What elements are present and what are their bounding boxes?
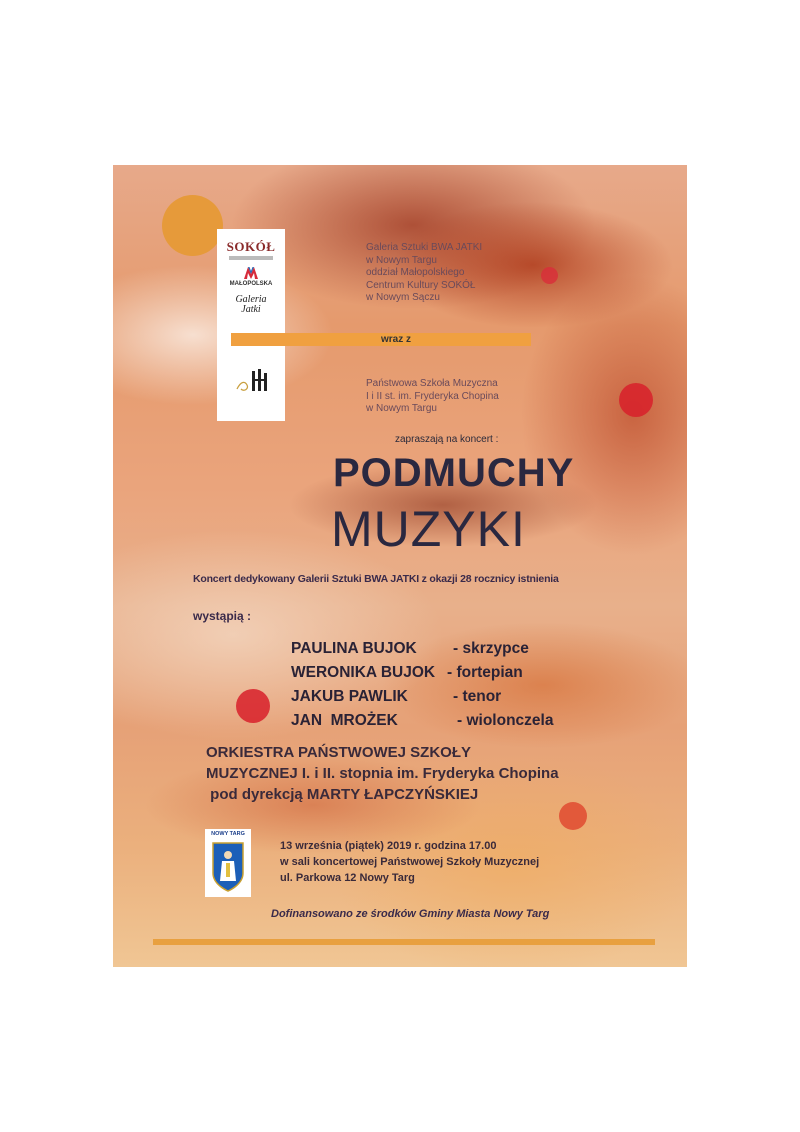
dedication-text: Koncert dedykowany Galerii Sztuki BWA JATKI z okazji 28 rocznicy istnienia: [193, 573, 559, 585]
galeria-logo-line: Jatki: [241, 304, 261, 315]
performers-heading: wystąpią :: [193, 609, 252, 623]
title-line-2: MUZYKI: [331, 501, 526, 557]
malopolska-logo-icon: [244, 267, 258, 279]
organizer-line: w Nowym Targu: [366, 254, 437, 266]
concert-poster: [113, 165, 687, 967]
performer-role: - skrzypce: [453, 640, 529, 657]
event-venue: w sali koncertowej Państwowej Szkoły Muzycznej: [280, 856, 540, 868]
funding-note: Dofinansowano ze środków Gminy Miasta Nowy Targ: [271, 908, 550, 920]
sokol-logo-subtitle: [229, 256, 273, 260]
organizer-line: oddział Małopolskiego: [366, 267, 465, 278]
red-dot-decoration: [619, 383, 653, 417]
event-details: [280, 838, 539, 886]
orchestra-line: MUZYCZNEJ I. i II. stopnia im. Fryderyka Chopina: [206, 765, 559, 782]
herb-label: NOWY TARG: [211, 831, 245, 837]
bottom-bar: [153, 939, 655, 945]
malopolska-logo: MAŁOPOLSKA: [229, 281, 273, 287]
orange-circle-decoration: [162, 195, 223, 256]
school-line: w Nowym Targu: [366, 403, 437, 414]
orchestra-line: ORKIESTRA PAŃSTWOWEJ SZKOŁY: [206, 744, 472, 761]
school-line: I i II st. im. Fryderyka Chopina: [366, 390, 499, 402]
event-date: 13 września (piątek) 2019 r. godzina 17.00: [280, 840, 497, 852]
shield-icon: [211, 841, 245, 893]
organizer-line: Centrum Kultury SOKÓŁ: [366, 279, 476, 291]
school-line: Państwowa Szkoła Muzyczna: [366, 378, 498, 389]
organizer-text: [366, 242, 566, 305]
red-dot-decoration: [236, 689, 270, 723]
organizer-line: w Nowym Sączu: [366, 292, 440, 303]
galeria-logo-line: Galeria: [235, 294, 267, 305]
performer-role: - wiolonczela: [457, 712, 554, 729]
wraz-label: wraz z: [381, 334, 412, 345]
performer-role: - tenor: [453, 688, 502, 705]
organizer-line: Galeria Sztuki BWA JATKI: [366, 242, 483, 253]
music-school-logo-icon: [235, 367, 275, 395]
performer-name: JAN MROŻEK: [291, 712, 398, 729]
performer-role: - fortepian: [447, 664, 523, 681]
event-address: ul. Parkowa 12 Nowy Targ: [280, 872, 415, 884]
school-text: [366, 378, 586, 416]
performer-name: WERONIKA BUJOK: [291, 664, 436, 681]
orchestra-line: pod dyrekcją MARTY ŁAPCZYŃSKIEJ: [206, 786, 479, 803]
invite-text: zapraszają na koncert :: [395, 434, 499, 445]
orange-fruit-decoration: [559, 802, 587, 830]
nowy-targ-coat-of-arms: [205, 829, 251, 897]
title-line-1: PODMUCHY: [333, 451, 575, 495]
galeria-jatki-logo: [223, 295, 279, 315]
performer-name: PAULINA BUJOK: [291, 640, 417, 657]
sponsor-logos-panel: [217, 229, 285, 421]
sokol-logo: SOKÓŁ: [226, 239, 276, 254]
orchestra-text: [206, 742, 559, 805]
performer-name: JAKUB PAWLIK: [291, 688, 408, 705]
